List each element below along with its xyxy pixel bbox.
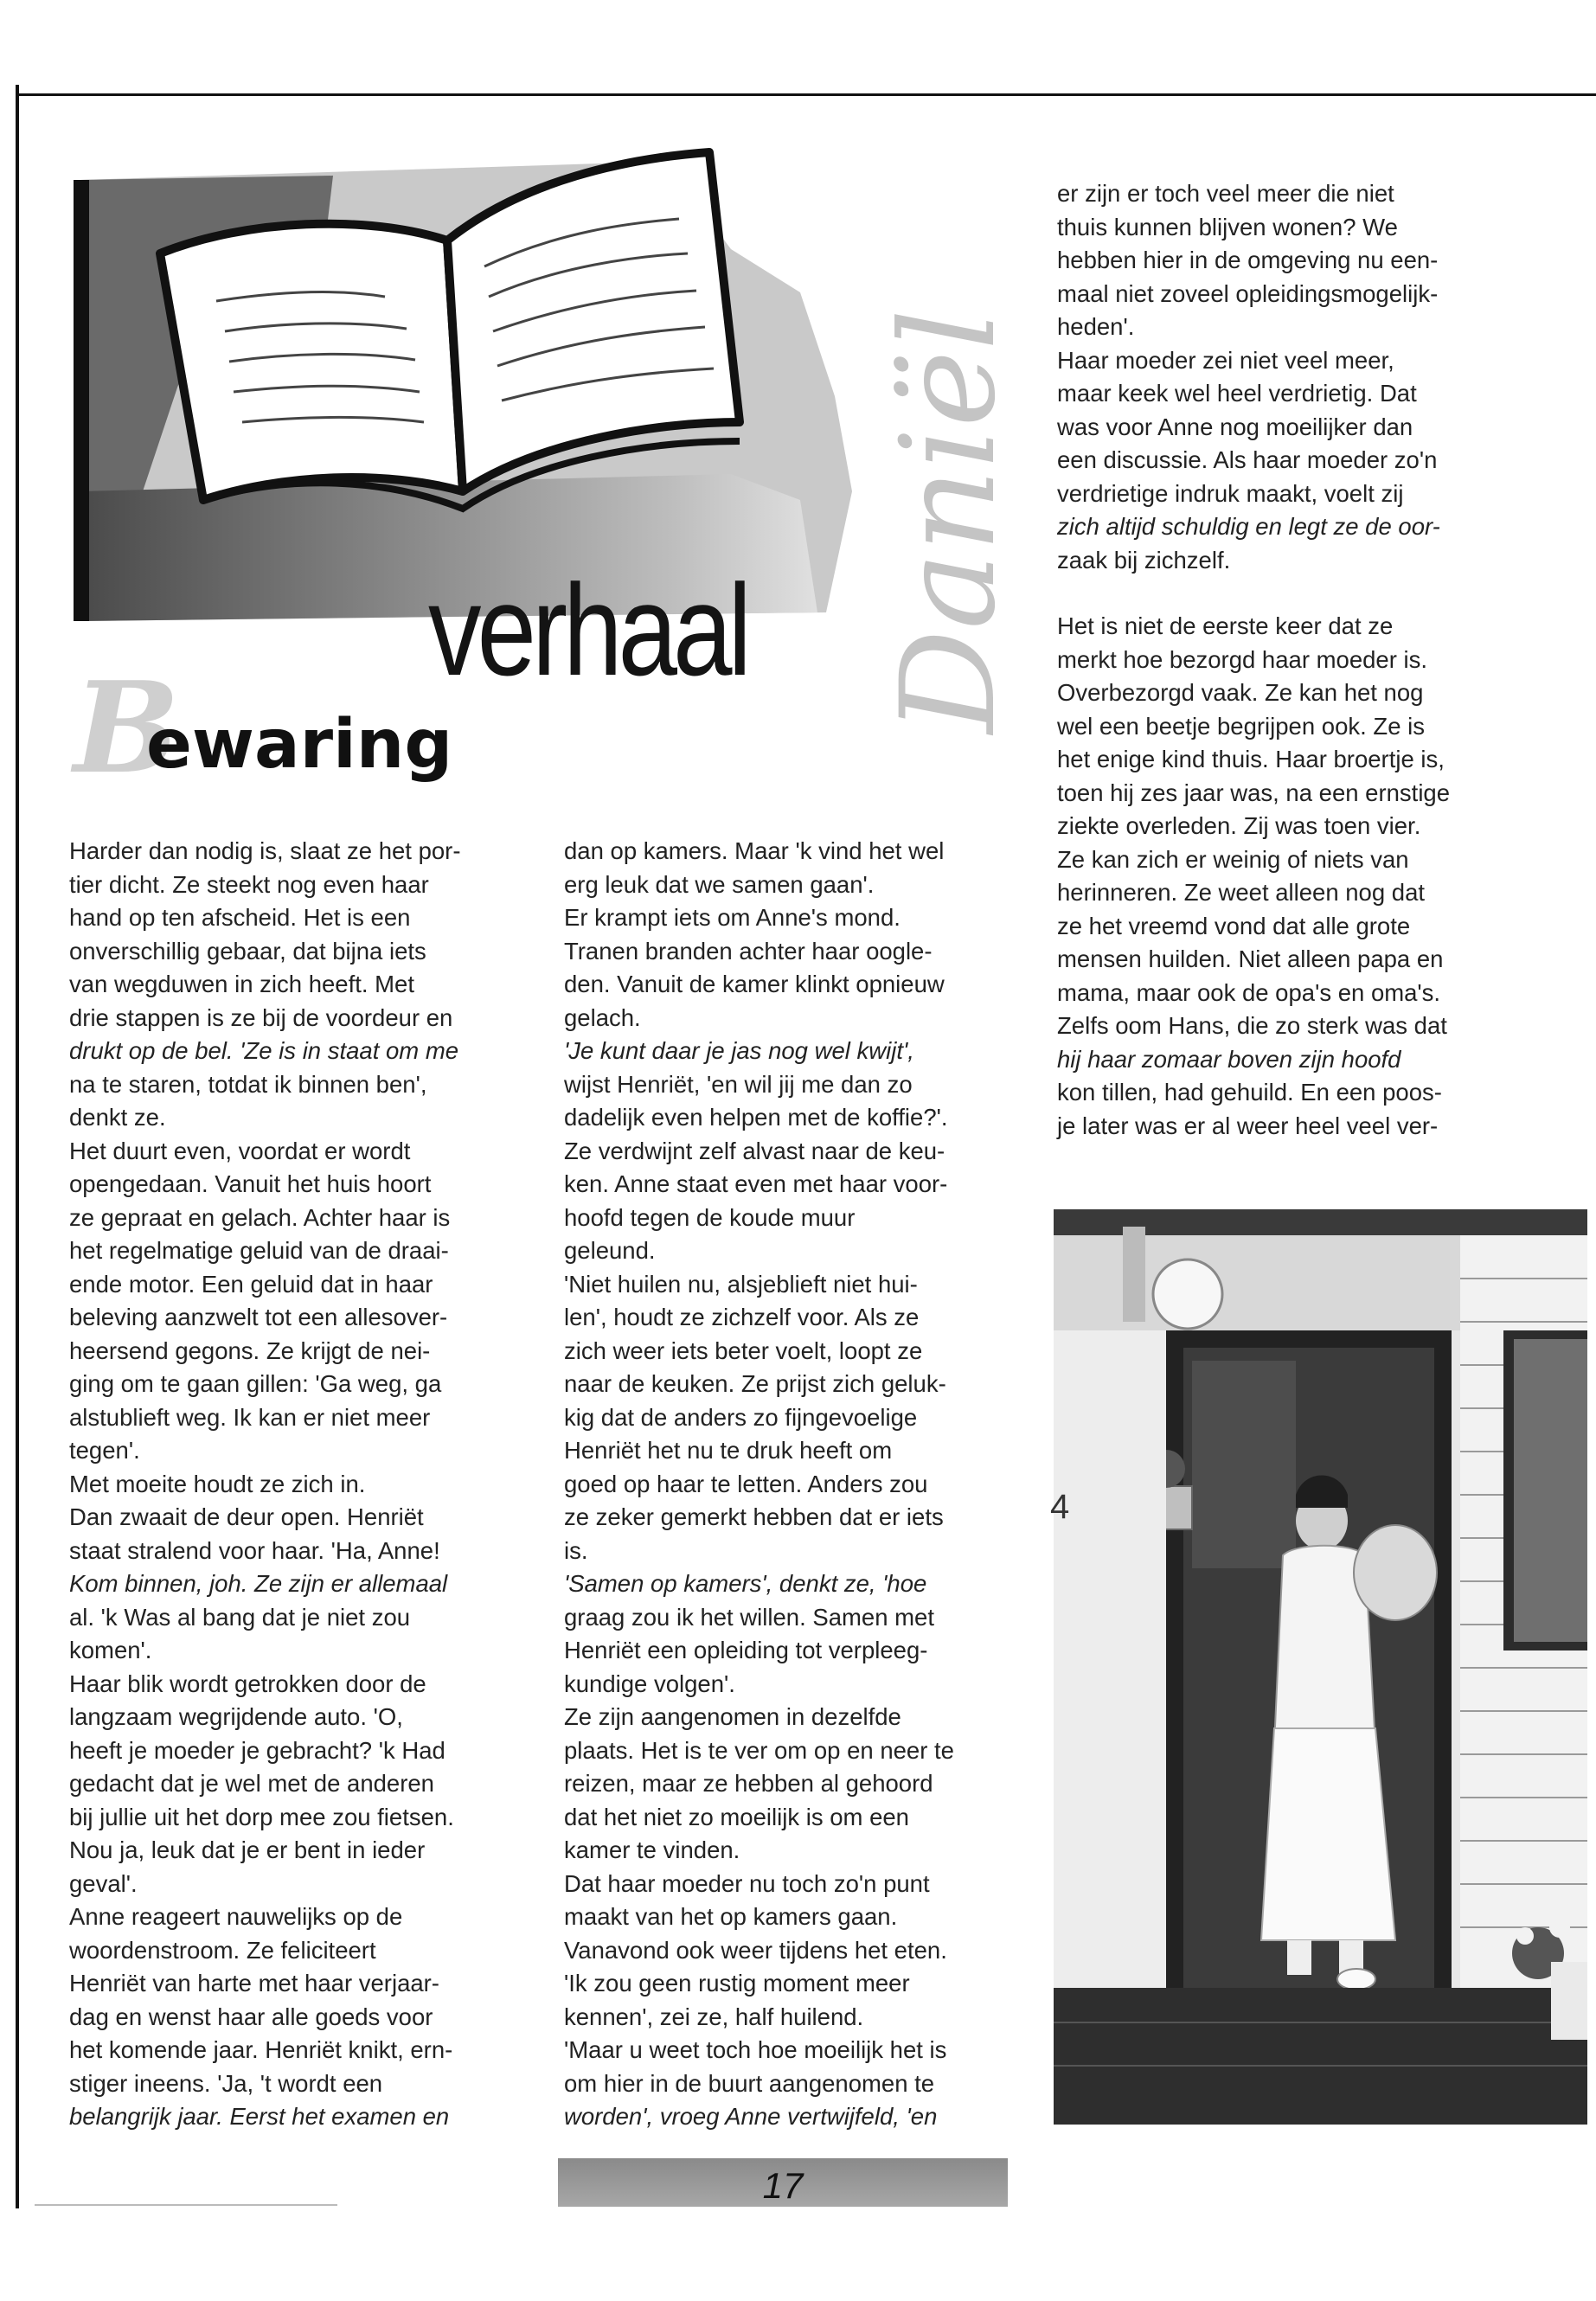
text-line: denkt ze. [69, 1104, 166, 1131]
author-signature: Daniël [874, 308, 1024, 734]
text-line: opengedaan. Vanuit het huis hoort [69, 1170, 432, 1197]
text-line: len', houdt ze zichzelf voor. Als ze [564, 1304, 920, 1330]
text-line: kamer te vinden. [564, 1836, 740, 1863]
text-line: na te staren, totdat ik binnen ben', [69, 1070, 427, 1098]
text-line: erg leuk dat we samen gaan'. [564, 870, 875, 898]
text-line: Het is niet de eerste keer dat ze [1057, 612, 1394, 639]
text-line: Dan zwaait de deur open. Henriët [69, 1503, 424, 1530]
text-line: 'Ik zou geen rustig moment meer [564, 1970, 910, 1997]
text-line: 'Niet huilen nu, alsjeblieft niet hui- [564, 1270, 918, 1298]
text-line: ze zeker gemerkt hebben dat er iets [564, 1503, 944, 1530]
text-line: Er krampt iets om Anne's mond. [564, 904, 901, 931]
text-column-2 [564, 835, 954, 2134]
text-line: je later was er al weer heel veel ver- [1057, 1112, 1439, 1139]
text-line: reizen, maar ze hebben al gehoord [564, 1770, 933, 1797]
text-line: Dat haar moeder nu toch zo'n punt [564, 1869, 930, 1897]
text-line: tegen'. [69, 1437, 140, 1464]
text-line: komen'. [69, 1637, 152, 1663]
section-header [74, 128, 1024, 734]
text-line: een discussie. Als haar moeder zo'n [1057, 446, 1438, 473]
text-line: Ze kan zich er weinig of niets van [1057, 845, 1409, 873]
text-line: Met moeite houdt ze zich in. [69, 1470, 366, 1497]
text-line: stiger ineens. 'Ja, 't wordt een [69, 2069, 383, 2097]
text-line: dan op kamers. Maar 'k vind het wel [564, 837, 945, 864]
text-line: tier dicht. Ze steekt nog even haar [69, 870, 429, 898]
text-line: hoofd tegen de koude muur [564, 1203, 856, 1231]
text-line: kennen', zei ze, half huilend. [564, 2003, 864, 2030]
text-line: beleving aanzwelt tot een allesover- [69, 1304, 448, 1330]
paragraph-gap [1057, 577, 1450, 610]
text-line: Overbezorgd vaak. Ze kan het nog [1057, 679, 1424, 706]
bottom-rule [35, 2204, 337, 2206]
text-line: dag en wenst haar alle goeds voor [69, 2003, 433, 2030]
text-line: 'Maar u weet toch hoe moeilijk het is [564, 2036, 947, 2063]
text-line: wel een beetje begrijpen ook. Ze is [1057, 712, 1425, 740]
text-line: gedacht dat je wel met de anderen [69, 1770, 434, 1797]
text-line: Nou ja, leuk dat je er bent in ieder [69, 1836, 426, 1863]
text-line: is. [564, 1536, 588, 1564]
text-line: het regelmatige geluid van de draai- [69, 1237, 449, 1264]
text-line: drie stappen is ze bij de voordeur en [69, 1003, 453, 1031]
text-line: ken. Anne staat even met haar voor- [564, 1170, 948, 1197]
text-line: Vanavond ook weer tijdens het eten. [564, 1936, 947, 1964]
text-line: Haar moeder zei niet veel meer, [1057, 346, 1394, 374]
text-line: thuis kunnen blijven wonen? We [1057, 213, 1398, 240]
text-line: het komende jaar. Henriët knikt, ern- [69, 2036, 453, 2063]
text-line: Henriët het nu te druk heeft om [564, 1437, 893, 1464]
text-line: gelach. [564, 1003, 641, 1031]
text-line: Tranen branden achter haar oogle- [564, 937, 933, 965]
text-line: verdrietige indruk maakt, voelt zij [1057, 479, 1404, 507]
text-line: naar de keuken. Ze prijst zich geluk- [564, 1370, 946, 1397]
text-line: Ze verdwijnt zelf alvast naar de keu- [564, 1137, 945, 1164]
page-number-bar [558, 2158, 1008, 2207]
text-line: hebben hier in de omgeving nu een- [1057, 247, 1439, 273]
text-line: geleund. [564, 1237, 656, 1264]
text-line: ziekte overleden. Zij was toen vier. [1057, 812, 1421, 839]
text-line: heeft je moeder je gebracht? 'k Had [69, 1736, 445, 1764]
text-line: 'Je kunt daar je jas nog wel kwijt', [564, 1037, 914, 1064]
text-line: Kom binnen, joh. Ze zijn er allemaal [69, 1570, 448, 1597]
text-line: zaak bij zichzelf. [1057, 546, 1231, 574]
house-number: 4 [1050, 1488, 1070, 1526]
text-line: dat het niet zo moeilijk is om een [564, 1803, 909, 1830]
text-line: 'Samen op kamers', denkt ze, 'hoe [564, 1570, 927, 1597]
text-line: zich weer iets beter voelt, loopt ze [564, 1336, 923, 1364]
text-line: er zijn er toch veel meer die niet [1057, 180, 1394, 207]
text-line: wijst Henriët, 'en wil jij me dan zo [564, 1070, 913, 1098]
text-line: onverschillig gebaar, dat bijna iets [69, 937, 426, 965]
photo-girl-at-door [1054, 1209, 1587, 2125]
text-line: het enige kind thuis. Haar broertje is, [1057, 746, 1445, 772]
text-line: Haar blik wordt getrokken door de [69, 1670, 426, 1697]
text-line: mensen huilden. Niet alleen papa en [1057, 945, 1444, 972]
text-line: zich altijd schuldig en legt ze de oor- [1057, 513, 1440, 540]
text-line: kon tillen, had gehuild. En een poos- [1057, 1079, 1442, 1106]
text-line: merkt hoe bezorgd haar moeder is. [1057, 645, 1427, 673]
title-dropcap: B [74, 655, 180, 802]
text-line: Het duurt even, voordat er wordt [69, 1137, 411, 1164]
text-line: kundige volgen'. [564, 1670, 735, 1697]
text-line: langzaam wegrijdende auto. 'O, [69, 1703, 403, 1730]
left-rule [16, 85, 19, 2208]
text-line: maakt van het op kamers gaan. [564, 1903, 898, 1930]
story-photo [1050, 1209, 1587, 2125]
text-line: mama, maar ook de opa's en oma's. [1057, 978, 1441, 1006]
open-book-illustration [74, 128, 947, 621]
title-text: ewaring [146, 706, 453, 784]
text-line: Henriët van harte met haar verjaar- [69, 1970, 439, 1997]
text-line: woordenstroom. Ze feliciteert [69, 1936, 376, 1964]
text-line: Harder dan nodig is, slaat ze het por- [69, 837, 461, 864]
text-line: worden', vroeg Anne vertwijfeld, 'en [564, 2103, 938, 2130]
text-line: geval'. [69, 1869, 138, 1897]
text-line: al. 'k Was al bang dat je niet zou [69, 1603, 411, 1631]
text-line: ze het vreemd vond dat alle grote [1057, 912, 1411, 939]
text-line: kig dat de anders zo fijngevoelige [564, 1403, 918, 1431]
top-rule [17, 93, 1596, 96]
text-line: Henriët een opleiding tot verpleeg- [564, 1637, 928, 1663]
text-line: was voor Anne nog moeilijker dan [1057, 413, 1413, 440]
text-line: den. Vanuit de kamer klinkt opnieuw [564, 971, 945, 997]
text-line: maal niet zoveel opleidingsmogelijk- [1057, 279, 1439, 307]
text-line: goed op haar te letten. Anders zou [564, 1470, 928, 1497]
text-line: van wegduwen in zich heeft. Met [69, 971, 414, 997]
text-line: staat stralend voor haar. 'Ha, Anne! [69, 1536, 440, 1564]
text-line: bij jullie uit het dorp mee zou fietsen. [69, 1803, 454, 1830]
text-line: om hier in de buurt aangenomen te [564, 2069, 935, 2097]
text-line: herinneren. Ze weet alleen nog dat [1057, 879, 1426, 906]
page-number: 17 [762, 2165, 804, 2206]
text-line: ze gepraat en gelach. Achter haar is [69, 1203, 451, 1231]
text-line: hij haar zomaar boven zijn hoofd [1057, 1045, 1401, 1073]
text-line: hand op ten afscheid. Het is een [69, 904, 411, 931]
text-line: heersend gegons. Ze krijgt de nei- [69, 1336, 431, 1364]
text-line: drukt op de bel. 'Ze is in staat om me [69, 1037, 459, 1064]
text-line: belangrijk jaar. Eerst het examen en [69, 2103, 450, 2130]
text-column-1 [69, 835, 460, 2134]
section-title: verhaal [428, 557, 747, 702]
text-line: ging om te gaan gillen: 'Ga weg, ga [69, 1370, 442, 1397]
text-line: Ze zijn aangenomen in dezelfde [564, 1703, 901, 1730]
text-line: Zelfs oom Hans, die zo sterk was dat [1057, 1012, 1447, 1039]
text-line: ende motor. Een geluid dat in haar [69, 1270, 433, 1298]
text-line: toen hij zes jaar was, na een ernstige [1057, 779, 1451, 806]
text-line: maar keek wel heel verdrietig. Dat [1057, 380, 1417, 407]
text-line: dadelijk even helpen met de koffie?'. [564, 1104, 948, 1131]
text-line: heden'. [1057, 313, 1135, 340]
text-line: plaats. Het is te ver om op en neer te [564, 1736, 954, 1764]
text-column-3 [1057, 177, 1450, 1143]
text-line: graag zou ik het willen. Samen met [564, 1603, 934, 1631]
text-line: Anne reageert nauwelijks op de [69, 1903, 403, 1930]
text-line: alstublieft weg. Ik kan er niet meer [69, 1403, 431, 1431]
